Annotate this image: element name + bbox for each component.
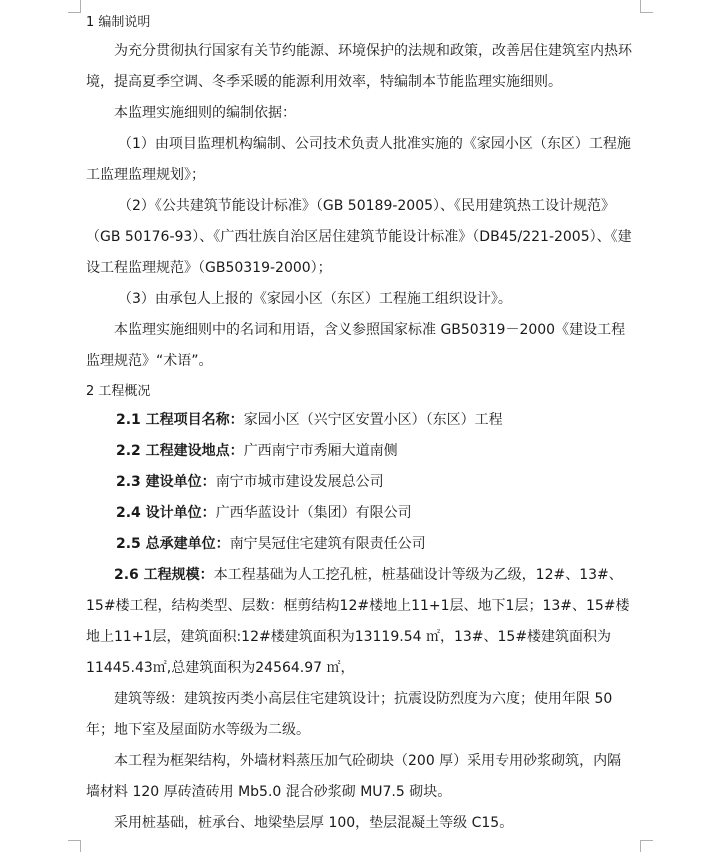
overview-item-value: 广西华蓝设计（集团）有限公司 [215,505,412,521]
document-body [86,10,632,839]
overview-item [86,405,632,436]
page-corner-mark [640,840,653,852]
section-heading: 1 编制说明 [86,15,151,30]
overview-item [86,529,632,560]
page-corner-mark [68,0,81,13]
basis-item: （3）由承包人上报的《家园小区（东区）工程施工组织设计》。 [118,291,512,307]
overview-item-label: 2.4 设计单位： [116,505,216,521]
scale-text: 本工程基础为人工挖孔桩，桩基础设计等级为乙级，12#、13#、15#楼工程，结构类型、层数：框剪结构12#楼地上11+1层、地下1层；13#、15#楼地上11+1层，建筑面积:12#楼建筑面积为13119.54 ㎡，13#、15#楼建筑面积为11445.43㎡,总建筑面积为24564.97 ㎡， [86,567,630,676]
overview-item-value: 南宁昊冠住宅建筑有限责任公司 [229,536,426,552]
overview-item-value: 广西南宁市秀厢大道南侧 [243,443,398,459]
section-heading: 2 工程概况 [86,384,151,399]
basis-item: （1）由项目监理机构编制、公司技术负责人批准实施的《家园小区（东区）工程施工监理监理规划》； [86,136,631,183]
paragraph: 建筑等级：建筑按丙类小高层住宅建筑设计；抗震设防烈度为六度；使用年限 50 年；地下室及屋面防水等级为二级。 [86,691,613,738]
overview-item-label: 2.5 总承建单位： [116,536,230,552]
overview-item-label: 2.3 建设单位： [116,474,216,490]
overview-item-value: 家园小区（兴宁区安置小区）（东区）工程 [243,412,503,428]
overview-item [86,498,632,529]
page-corner-mark [640,0,653,13]
paragraph: 本监理实施细则中的名词和用语，含义参照国家标准 GB50319－2000《建设工程监理规范》“术语”。 [86,322,626,369]
paragraph: 为充分贯彻执行国家有关节约能源、环境保护的法规和政策，改善居住建筑室内热环境，提高夏季空调、冬季采暖的能源利用效率，特编制本节能监理实施细则。 [86,43,632,90]
basis-item: （2）《公共建筑节能设计标准》（GB 50189-2005）、《民用建筑热工设计规范》（GB 50176-93）、《广西壮族自治区居住建筑节能设计标准》（DB45/221-2005）、《建设工程监理规范》（GB50319-2000）； [86,198,632,276]
overview-item-value: 南宁市城市建设发展总公司 [215,474,384,490]
overview-item-label: 2.2 工程建设地点： [116,443,244,459]
scale-paragraph [86,560,632,684]
overview-item [86,436,632,467]
overview-item [86,467,632,498]
page-corner-mark [68,840,81,852]
paragraph: 本监理实施细则的编制依据： [114,105,296,121]
paragraph: 采用桩基础，桩承台、地梁垫层厚 100，垫层混凝土等级 C15。 [114,815,514,831]
paragraph: 本工程为框架结构，外墙材料蒸压加气砼砌块（200 厚）采用专用砂浆砌筑，内隔墙材料 120 厚砖渣砖用 Mb5.0 混合砂浆砌 MU7.5 砌块。 [86,753,622,800]
scale-label: 2.6 工程规模： [114,567,214,583]
overview-item-label: 2.1 工程项目名称： [116,412,244,428]
